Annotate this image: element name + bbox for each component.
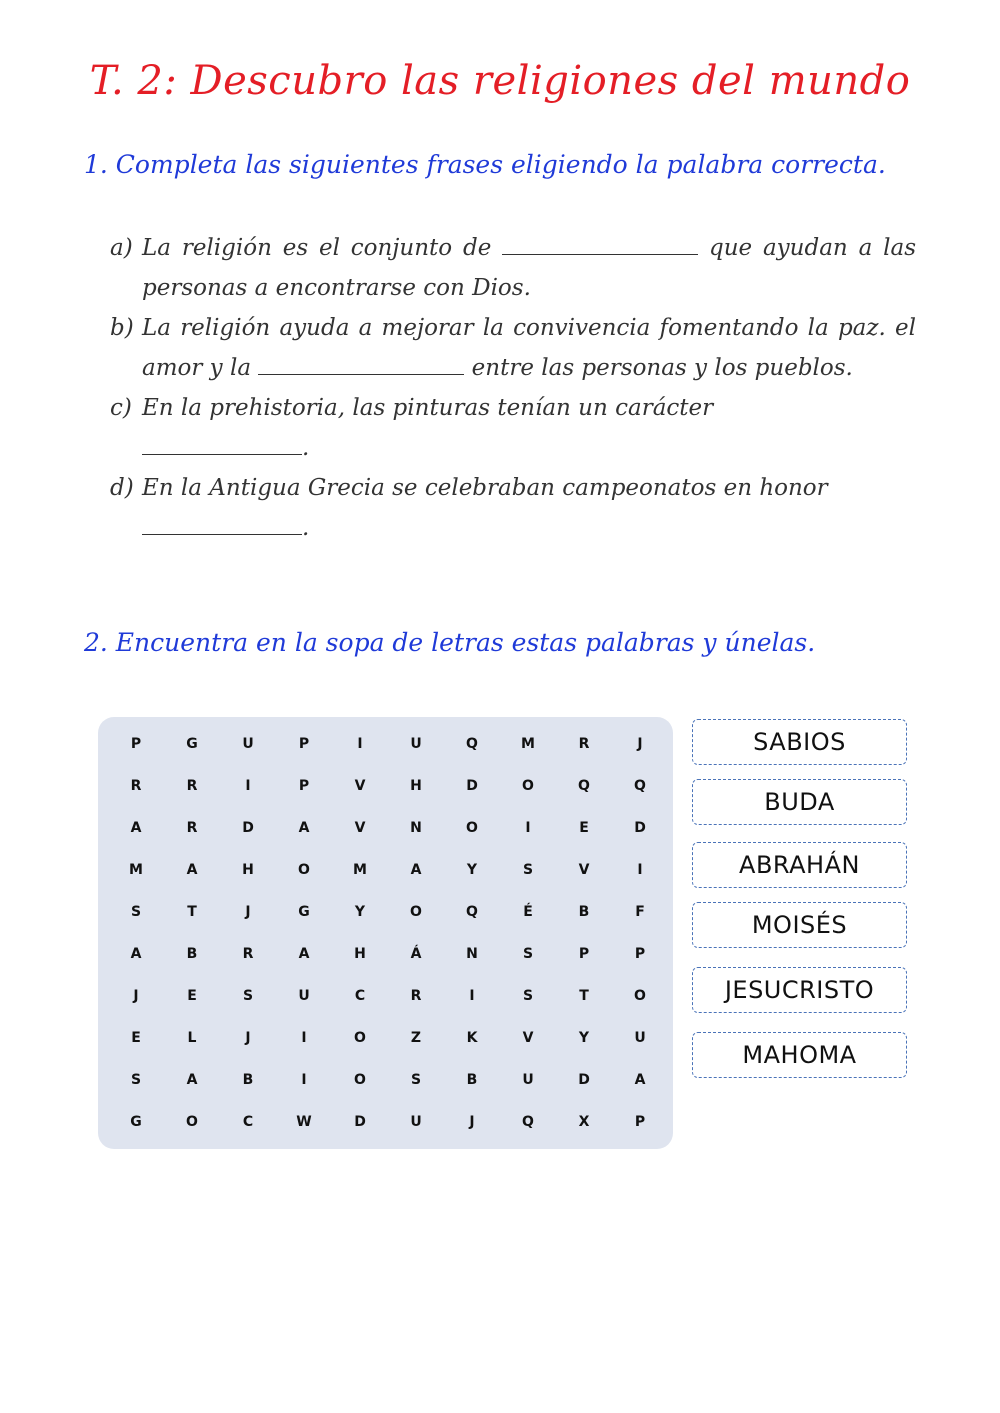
- grid-cell[interactable]: V: [522, 1030, 534, 1046]
- grid-cell[interactable]: L: [187, 1030, 197, 1046]
- grid-cell[interactable]: V: [354, 778, 366, 794]
- answer-blank-c[interactable]: [142, 432, 302, 455]
- grid-cell[interactable]: G: [130, 1114, 142, 1130]
- grid-cell[interactable]: I: [301, 1072, 307, 1088]
- grid-cell[interactable]: A: [130, 820, 142, 836]
- item-text-after: .: [302, 435, 310, 461]
- grid-cell[interactable]: D: [354, 1114, 366, 1130]
- grid-cell[interactable]: A: [410, 862, 422, 878]
- grid-cell[interactable]: N: [466, 946, 478, 962]
- grid-cell[interactable]: S: [522, 946, 534, 962]
- item-text: [142, 308, 916, 388]
- item-text: [142, 468, 916, 548]
- grid-cell[interactable]: É: [523, 904, 533, 920]
- grid-cell[interactable]: Q: [634, 778, 646, 794]
- word-search-panel: [98, 717, 673, 1149]
- grid-cell[interactable]: M: [353, 862, 367, 878]
- grid-cell[interactable]: Z: [410, 1030, 422, 1046]
- grid-cell[interactable]: J: [245, 1030, 251, 1046]
- worksheet-title: T. 2: Descubro las religiones del mundo: [89, 58, 911, 104]
- grid-cell[interactable]: J: [469, 1114, 475, 1130]
- grid-cell[interactable]: B: [578, 904, 590, 920]
- grid-cell[interactable]: U: [410, 1114, 422, 1130]
- answer-blank-d[interactable]: [142, 512, 302, 535]
- grid-cell[interactable]: S: [130, 1072, 142, 1088]
- grid-cell[interactable]: Y: [578, 1030, 590, 1046]
- answer-blank-a[interactable]: [502, 232, 698, 255]
- exercise-item-a: [110, 228, 916, 308]
- grid-cell[interactable]: A: [186, 862, 198, 878]
- grid-cell[interactable]: O: [186, 1114, 198, 1130]
- grid-cell[interactable]: U: [634, 1030, 646, 1046]
- grid-cell[interactable]: R: [186, 778, 198, 794]
- grid-cell[interactable]: Q: [522, 1114, 534, 1130]
- grid-cell[interactable]: P: [578, 946, 590, 962]
- grid-cell[interactable]: H: [410, 778, 422, 794]
- grid-cell[interactable]: S: [130, 904, 142, 920]
- grid-cell[interactable]: V: [578, 862, 590, 878]
- grid-cell[interactable]: J: [637, 736, 643, 752]
- grid-cell[interactable]: U: [522, 1072, 534, 1088]
- grid-cell[interactable]: U: [410, 736, 422, 752]
- grid-cell[interactable]: S: [522, 988, 534, 1004]
- grid-cell[interactable]: R: [130, 778, 142, 794]
- grid-cell[interactable]: A: [130, 946, 142, 962]
- grid-cell[interactable]: O: [522, 778, 534, 794]
- grid-cell[interactable]: Q: [466, 736, 478, 752]
- grid-cell[interactable]: O: [298, 862, 310, 878]
- word-box-3[interactable]: ABRAHÁN: [692, 842, 907, 888]
- item-text-before: La religión es el conjunto de: [142, 235, 503, 261]
- grid-cell[interactable]: R: [578, 736, 590, 752]
- grid-cell[interactable]: R: [186, 820, 198, 836]
- grid-cell[interactable]: H: [354, 946, 366, 962]
- exercise-2-heading: 2. Encuentra en la sopa de letras estas palabras y únelas.: [84, 628, 816, 657]
- grid-cell[interactable]: D: [578, 1072, 590, 1088]
- grid-cell[interactable]: A: [298, 946, 310, 962]
- item-text-before: En la Antigua Grecia se celebraban campeonatos en honor: [142, 475, 828, 501]
- item-letter: d): [110, 475, 134, 501]
- grid-cell[interactable]: Y: [354, 904, 366, 920]
- grid-cell[interactable]: O: [410, 904, 422, 920]
- grid-cell[interactable]: O: [354, 1072, 366, 1088]
- grid-cell[interactable]: G: [186, 736, 198, 752]
- grid-cell[interactable]: B: [186, 946, 198, 962]
- item-text: [142, 228, 916, 308]
- grid-cell[interactable]: T: [579, 988, 589, 1004]
- grid-cell[interactable]: J: [245, 904, 251, 920]
- grid-cell[interactable]: D: [634, 820, 646, 836]
- grid-cell[interactable]: S: [410, 1072, 422, 1088]
- word-box-6[interactable]: MAHOMA: [692, 1032, 907, 1078]
- grid-cell[interactable]: Á: [410, 946, 422, 962]
- item-text-before: En la prehistoria, las pinturas tenían un carácter: [142, 395, 714, 421]
- grid-cell[interactable]: C: [242, 1114, 254, 1130]
- grid-cell[interactable]: O: [634, 988, 646, 1004]
- grid-cell[interactable]: C: [354, 988, 366, 1004]
- grid-cell[interactable]: X: [578, 1114, 590, 1130]
- item-letter: c): [110, 395, 132, 421]
- grid-cell[interactable]: P: [634, 946, 646, 962]
- grid-cell[interactable]: I: [525, 820, 531, 836]
- grid-cell[interactable]: F: [635, 904, 645, 920]
- word-box-2[interactable]: BUDA: [692, 779, 907, 825]
- grid-cell[interactable]: P: [130, 736, 142, 752]
- grid-cell[interactable]: Q: [578, 778, 590, 794]
- grid-cell[interactable]: I: [469, 988, 475, 1004]
- grid-cell[interactable]: U: [298, 988, 310, 1004]
- word-box-5[interactable]: JESUCRISTO: [692, 967, 907, 1013]
- grid-cell[interactable]: J: [133, 988, 139, 1004]
- grid-cell[interactable]: U: [242, 736, 254, 752]
- answer-blank-b[interactable]: [258, 352, 464, 375]
- grid-cell[interactable]: E: [131, 1030, 141, 1046]
- item-text: [142, 388, 916, 468]
- exercise-item-d: [110, 468, 916, 548]
- item-letter: b): [110, 315, 134, 341]
- exercise-1-items: [110, 228, 916, 548]
- word-search-grid: [108, 723, 668, 1143]
- grid-cell[interactable]: I: [357, 736, 363, 752]
- grid-cell[interactable]: D: [466, 778, 478, 794]
- grid-cell[interactable]: D: [242, 820, 254, 836]
- exercise-item-c: [110, 388, 916, 468]
- grid-cell[interactable]: M: [521, 736, 535, 752]
- grid-cell[interactable]: A: [298, 820, 310, 836]
- grid-cell[interactable]: P: [298, 778, 310, 794]
- grid-cell[interactable]: W: [296, 1114, 312, 1130]
- item-text-after: entre las personas y los pueblos.: [464, 355, 853, 381]
- grid-cell[interactable]: I: [245, 778, 251, 794]
- word-box-1[interactable]: SABIOS: [692, 719, 907, 765]
- grid-cell[interactable]: A: [186, 1072, 198, 1088]
- item-letter: a): [110, 235, 133, 261]
- exercise-item-b: [110, 308, 916, 388]
- grid-cell[interactable]: H: [242, 862, 254, 878]
- grid-cell[interactable]: A: [634, 1072, 646, 1088]
- item-text-after: que ayudan a las personas a encontrarse con Dios.: [142, 235, 916, 301]
- grid-cell[interactable]: R: [242, 946, 254, 962]
- grid-cell[interactable]: O: [354, 1030, 366, 1046]
- grid-cell[interactable]: S: [522, 862, 534, 878]
- grid-cell[interactable]: K: [466, 1030, 478, 1046]
- grid-cell[interactable]: S: [242, 988, 254, 1004]
- item-text-after: .: [302, 515, 310, 541]
- grid-cell[interactable]: Q: [466, 904, 478, 920]
- grid-cell[interactable]: E: [187, 988, 197, 1004]
- grid-cell[interactable]: M: [129, 862, 143, 878]
- exercise-1-heading: 1. Completa las siguientes frases eligiendo la palabra correcta.: [84, 150, 886, 179]
- grid-cell[interactable]: Y: [466, 862, 478, 878]
- grid-cell[interactable]: E: [579, 820, 589, 836]
- grid-cell[interactable]: T: [187, 904, 197, 920]
- grid-cell[interactable]: B: [466, 1072, 478, 1088]
- grid-cell[interactable]: G: [298, 904, 310, 920]
- grid-cell[interactable]: I: [637, 862, 643, 878]
- word-box-4[interactable]: MOISÉS: [692, 902, 907, 948]
- grid-cell[interactable]: I: [301, 1030, 307, 1046]
- grid-cell[interactable]: P: [298, 736, 310, 752]
- grid-cell[interactable]: N: [410, 820, 422, 836]
- grid-cell[interactable]: B: [242, 1072, 254, 1088]
- grid-cell[interactable]: V: [354, 820, 366, 836]
- item-text-before: La religión ayuda a mejorar la convivencia fomentando la paz. el amor y la: [142, 315, 916, 381]
- grid-cell[interactable]: P: [634, 1114, 646, 1130]
- grid-cell[interactable]: R: [410, 988, 422, 1004]
- grid-cell[interactable]: O: [466, 820, 478, 836]
